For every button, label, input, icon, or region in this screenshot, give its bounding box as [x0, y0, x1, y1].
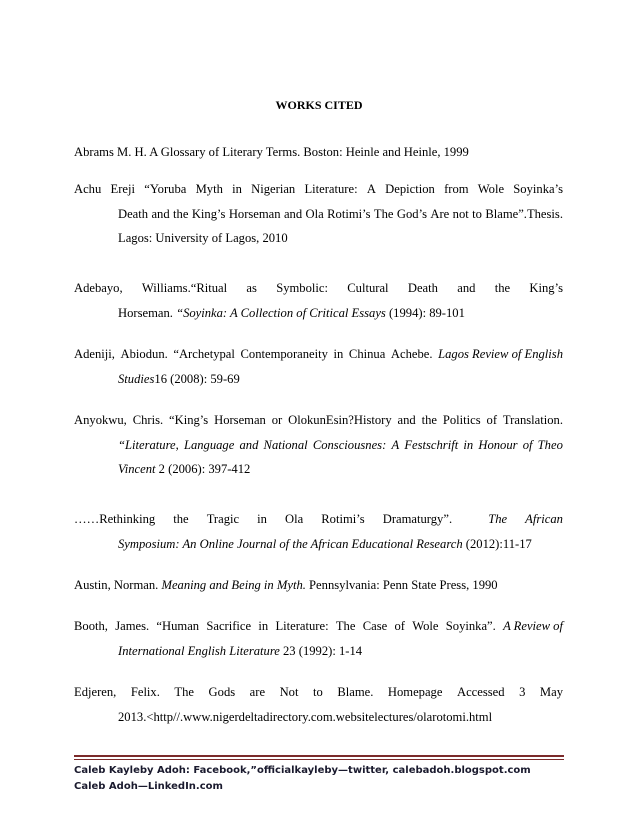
citation-word: Booth,	[74, 619, 108, 633]
citation-line: 2013.<http//.www.nigerdeltadirectory.com.websitelectures/olarotomi.html	[118, 709, 493, 724]
citation-word: Horseman	[214, 413, 266, 427]
page-title: WORKS CITED	[275, 98, 363, 112]
citation-word: A	[366, 182, 376, 196]
citation-word: Homepage	[387, 685, 443, 699]
citation-word: Soyinka’s	[513, 182, 563, 196]
citation-line: Austin, Norman. Meaning and Being in Myth. Pennsylvania: Penn State Press, 1990	[74, 578, 498, 592]
citation-word: The	[373, 206, 394, 221]
citation-word: “King’s	[169, 413, 209, 427]
citation-word: the	[421, 413, 437, 427]
citation-word: and	[151, 206, 170, 221]
citation-word: God’s	[396, 206, 427, 221]
citation-word: Chris.	[132, 413, 164, 427]
citation-word: Consciousnes:	[312, 437, 387, 452]
citation-word: Politics	[442, 413, 481, 427]
citation-rethinking	[74, 507, 563, 556]
citation-word: African	[525, 512, 563, 526]
citation-line: Studies16 (2008): 59-69	[118, 371, 240, 386]
citation-word: Tragic	[206, 512, 240, 526]
citation-line: Vincent 2 (2006): 397-412	[118, 462, 251, 476]
citation-line: Abrams M. H. A Glossary of Literary Terms. Boston: Heinle and Heinle, 1999	[74, 145, 469, 159]
citation-line	[74, 276, 563, 301]
citation-word: as	[246, 281, 257, 295]
citation-word: Ola	[285, 512, 304, 526]
citation-word: in	[258, 619, 269, 633]
citation-word: 3	[519, 685, 526, 699]
citation-line: Horseman. “Soyinka: A Collection of Critical Essays (1994): 89-101	[118, 305, 465, 320]
citation-word: and	[239, 437, 259, 452]
citation-word: Dramaturgy”.	[382, 512, 453, 526]
citation-word: are	[249, 685, 266, 699]
citation-word: The	[335, 619, 356, 633]
citation-word: Rotimi’s	[321, 512, 365, 526]
citation-word: National	[263, 437, 308, 452]
citation-word: Soyinka”.	[445, 619, 496, 633]
citation-achu	[74, 177, 563, 251]
citation-word: of	[486, 413, 498, 427]
citation-word: Chinua	[348, 347, 386, 361]
footer-divider	[74, 759, 564, 760]
citation-word: Depiction	[385, 182, 435, 196]
citation-word: Adebayo,	[74, 281, 123, 295]
citation-line: Symposium: An Online Journal of the African Educational Research (2012):11-17	[118, 536, 532, 551]
citation-word: The	[174, 685, 195, 699]
citation-word: Festschrift	[404, 437, 459, 452]
citation-word: the	[173, 512, 189, 526]
citation-word: Rotimi’s	[327, 206, 371, 221]
citation-word: of	[394, 619, 405, 633]
citation-word: The	[488, 512, 508, 526]
citation-word: from	[444, 182, 469, 196]
citation-word: Felix.	[130, 685, 160, 699]
citation-word: Symbolic:	[276, 281, 328, 295]
citation-word: to	[313, 685, 323, 699]
citation-word: Myth	[195, 182, 223, 196]
citation-word: Edjeren,	[74, 685, 117, 699]
citation-word: Wole	[412, 619, 439, 633]
citation-word: Contemporaneity	[240, 347, 328, 361]
citation-word: Anyokwu,	[74, 413, 127, 427]
citation-word: Nigerian	[251, 182, 296, 196]
citation-booth	[74, 614, 563, 663]
citation-word: the	[494, 281, 511, 295]
citation-line: International English Literature 23 (1992): 1-14	[118, 643, 363, 658]
citation-word: to	[472, 206, 482, 221]
citation-word: Translation.	[502, 413, 563, 427]
citation-word: Ola	[305, 206, 324, 221]
citation-word: of	[522, 437, 533, 452]
citation-word: in	[257, 512, 267, 526]
citation-word: the	[173, 206, 189, 221]
citation-word: “Literature,	[118, 437, 179, 452]
citation-word: Ereji	[110, 182, 135, 196]
citation-word: Are	[430, 206, 450, 221]
citation-word: Achebe.	[390, 347, 433, 361]
citation-word: Theo	[537, 437, 563, 452]
citation-word: Literature:	[304, 182, 358, 196]
citation-word: Blame”.Thesis.	[485, 206, 563, 221]
citation-line	[74, 614, 563, 639]
citation-line	[74, 433, 563, 458]
citation-word: “Human	[156, 619, 200, 633]
citation-word: and	[397, 413, 416, 427]
citation-word: King’s	[191, 206, 226, 221]
citation-word: Horseman	[228, 206, 281, 221]
citation-word: or	[271, 413, 283, 427]
citation-word: not	[452, 206, 469, 221]
citation-word: Death	[118, 206, 149, 221]
citation-word: Language	[183, 437, 235, 452]
citation-adebayo	[74, 276, 563, 325]
citation-word: Achu	[74, 182, 102, 196]
citation-word: Death	[407, 281, 438, 295]
citation-word: in	[232, 182, 242, 196]
citation-word: Honour	[478, 437, 518, 452]
citation-line	[74, 680, 563, 705]
citation-line	[74, 408, 563, 433]
footer-contact-line: Caleb Kayleby Adoh: Facebook,”officialkayleby—twitter, calebadoh.blogspot.com	[74, 765, 531, 776]
citation-word: A	[391, 437, 400, 452]
citation-line	[74, 177, 563, 202]
footer-linkedin-line: Caleb Adoh—LinkedIn.com	[74, 781, 223, 792]
citation-word: “Yoruba	[144, 182, 187, 196]
citation-word: Literature:	[275, 619, 329, 633]
citation-word: and	[457, 281, 476, 295]
citation-word: Not	[279, 685, 299, 699]
citation-word: Case	[362, 619, 388, 633]
citation-word: “Archetypal	[173, 347, 235, 361]
citation-line: Lagos: University of Lagos, 2010	[118, 231, 288, 245]
citation-line	[74, 342, 563, 367]
citation-word: Cultural	[347, 281, 389, 295]
citation-word: Wole	[477, 182, 505, 196]
citation-italic-title: A Review of	[503, 619, 563, 633]
citation-word: James.	[115, 619, 150, 633]
citation-word: Gods	[208, 685, 236, 699]
citation-word: Blame.	[337, 685, 374, 699]
footer-divider	[74, 755, 564, 757]
citation-line	[74, 202, 563, 227]
citation-word: OlokunEsin?History	[288, 413, 392, 427]
citation-edjeren	[74, 680, 563, 729]
citation-word: Abiodun.	[120, 347, 168, 361]
citation-line	[74, 507, 563, 532]
citation-word: May	[539, 685, 563, 699]
citation-word: Accessed	[456, 685, 505, 699]
citation-abrams	[74, 140, 563, 165]
citation-austin	[74, 573, 563, 598]
citation-word: Williams.“Ritual	[141, 281, 228, 295]
citation-word: in	[333, 347, 344, 361]
citation-adeniji	[74, 342, 563, 391]
citation-word: Sacrifice	[206, 619, 252, 633]
citation-word: Adeniji,	[74, 347, 115, 361]
citation-word: ……Rethinking	[74, 512, 156, 526]
citation-word: in	[463, 437, 474, 452]
citation-word: King’s	[529, 281, 563, 295]
citation-anyokwu	[74, 408, 563, 482]
citation-italic-title: Lagos Review of English	[438, 347, 563, 361]
citation-word: and	[283, 206, 303, 221]
